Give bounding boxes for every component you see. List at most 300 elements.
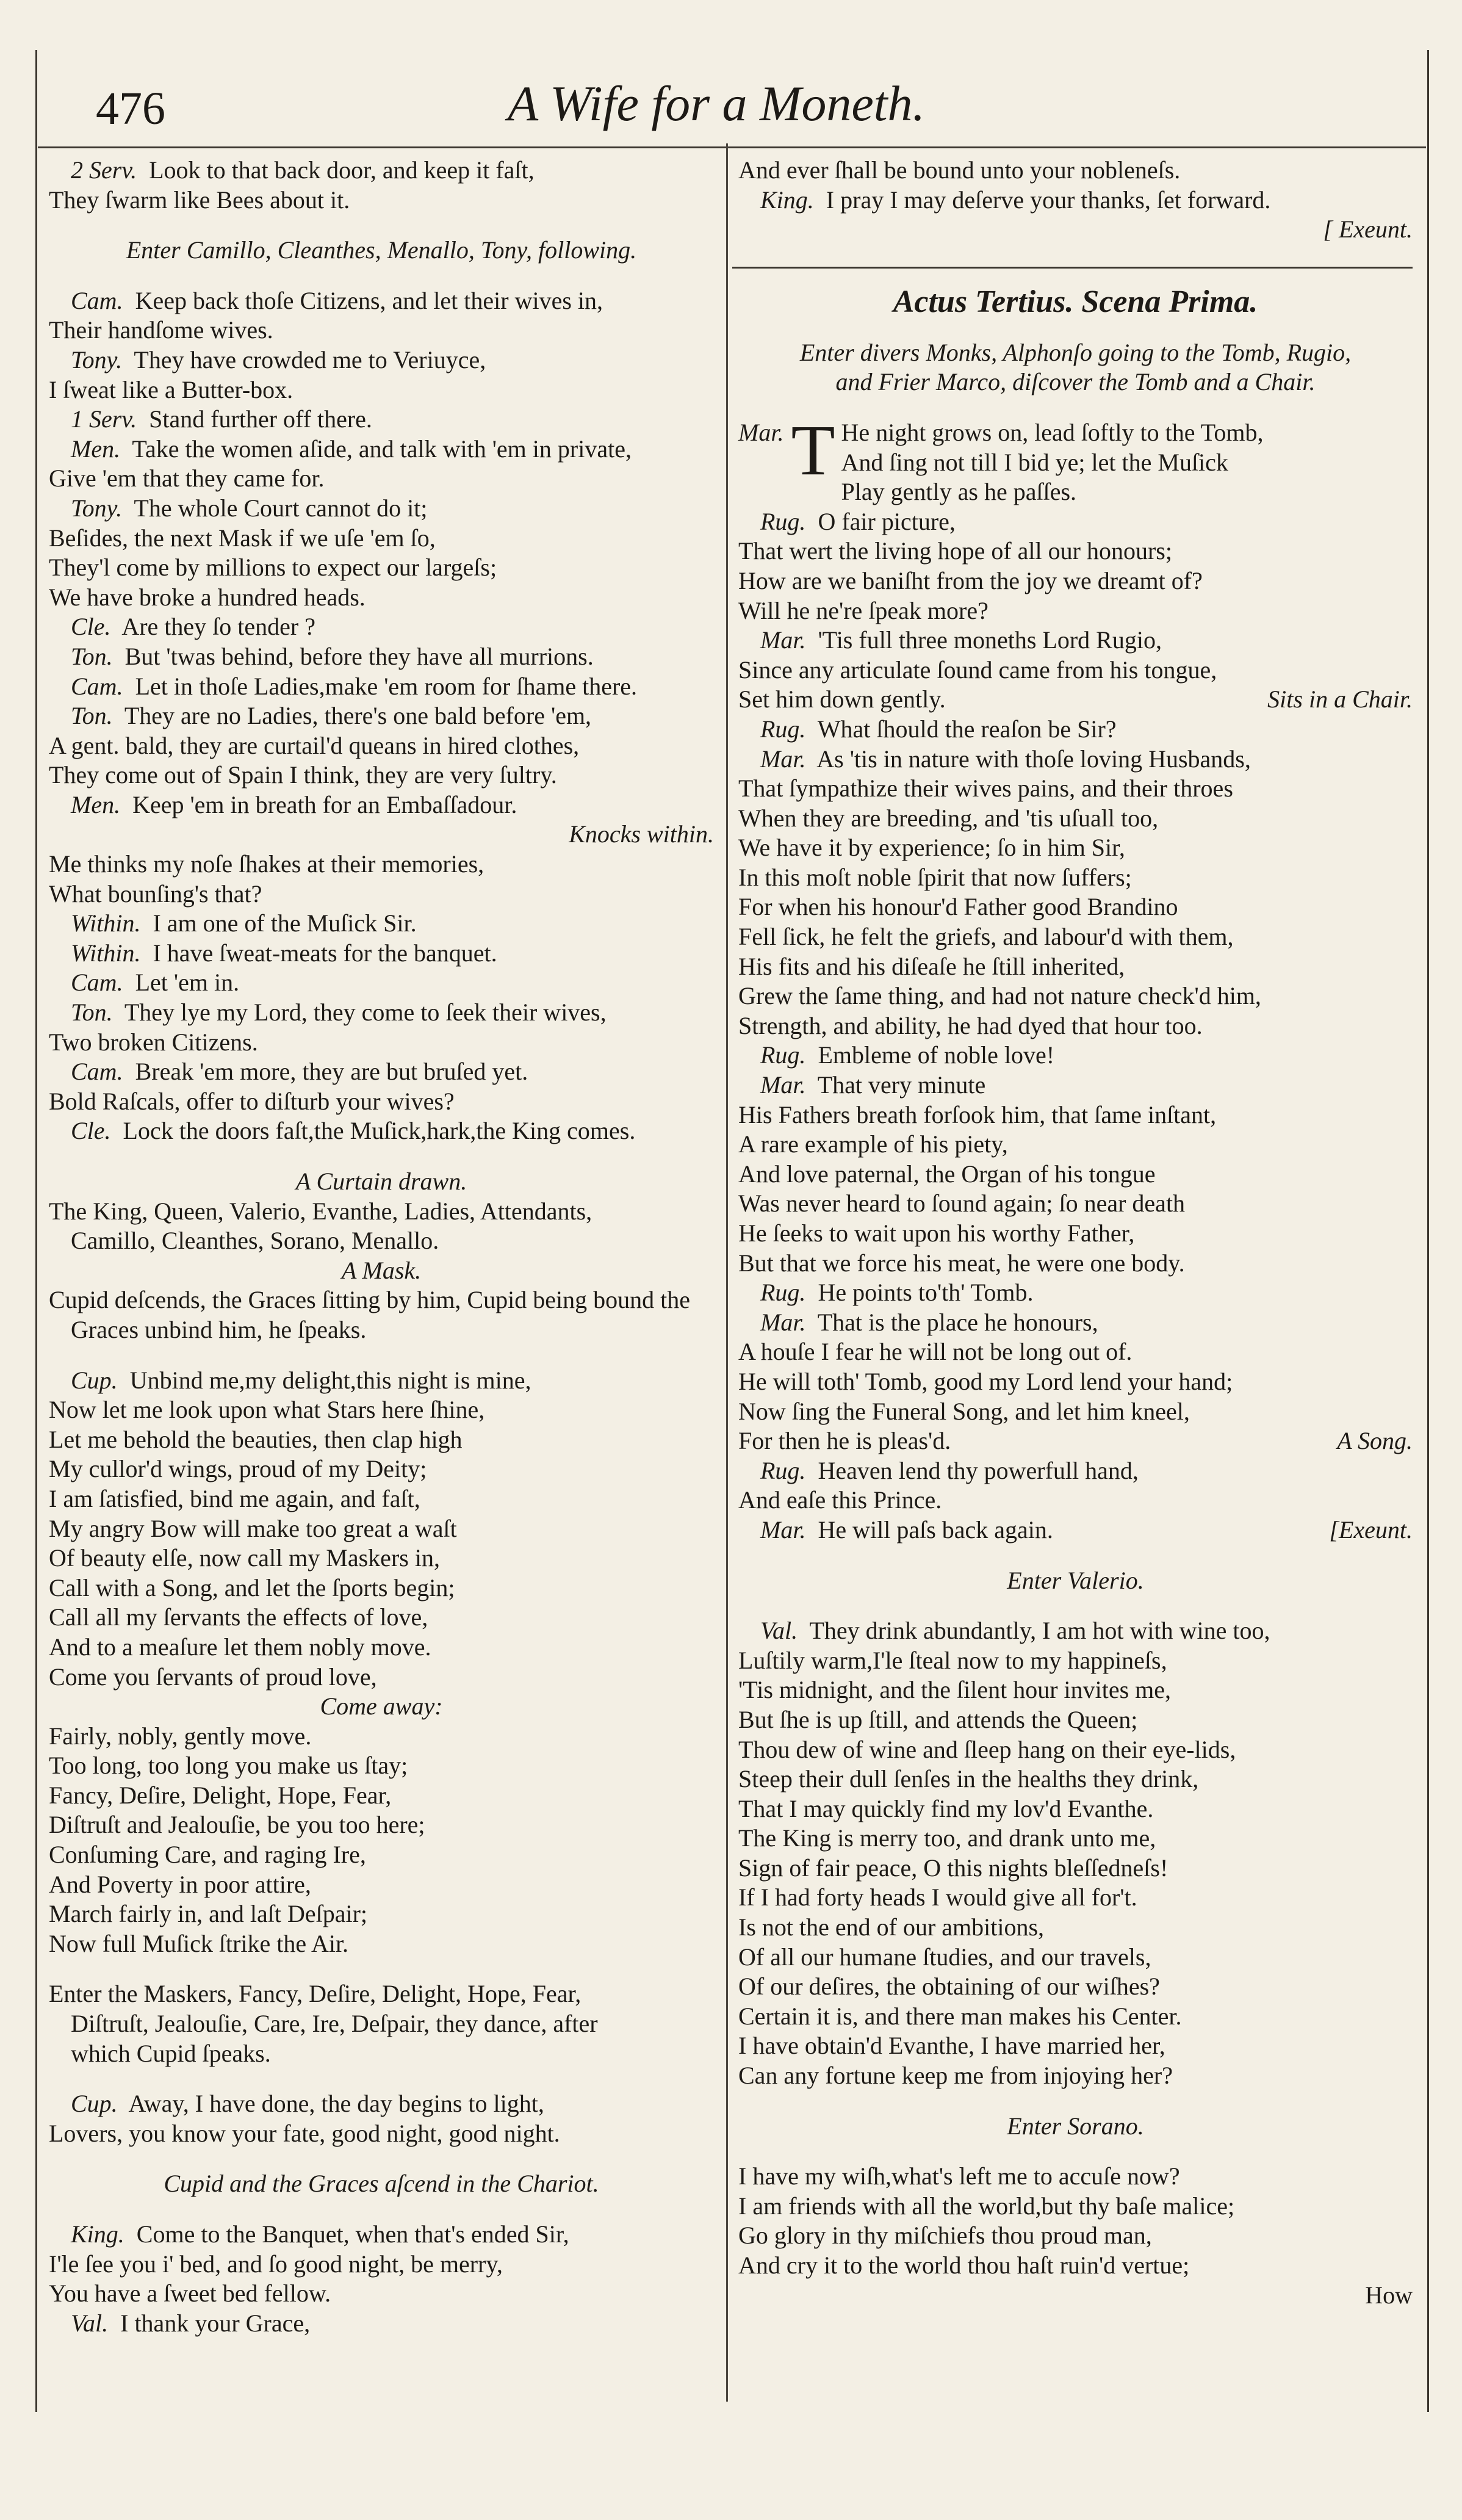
text-line <box>738 1764 1413 1794</box>
speaker-name: Mar. <box>760 1515 806 1543</box>
text-line <box>738 685 1413 715</box>
text-line <box>49 879 714 909</box>
line-text: O fair picture, <box>818 507 956 535</box>
line-text: Strength, and ability, he had dyed that hour too. <box>738 1011 1203 1039</box>
stage-direction <box>49 2169 714 2199</box>
speaker-name: Rug. <box>760 715 806 743</box>
text-line <box>738 1824 1413 1854</box>
text-line <box>738 1794 1413 1824</box>
line-text: Keep 'em in breath for an Embaſſadour. <box>132 790 517 818</box>
text-line <box>738 536 1413 566</box>
line-text: But 'twas behind, before they have all murrions. <box>124 642 594 670</box>
speaker-name: Cle. <box>71 613 111 641</box>
text-line <box>738 2061 1413 2091</box>
text-line <box>738 2221 1413 2251</box>
text-line <box>49 1425 714 1455</box>
stage-direction <box>49 1256 714 1286</box>
text-line <box>49 760 714 790</box>
line-text: Let me behold the beauties, then clap high <box>49 1425 463 1453</box>
text-line <box>49 1366 714 1396</box>
line-text: In this moſt noble ſpirit that now ſuffers; <box>738 863 1132 891</box>
line-text: A gent. bald, they are curtail'd queans in hired clothes, <box>49 731 580 759</box>
line-text: I am one of the Muſick Sir. <box>153 909 417 937</box>
line-text: He night grows on, lead ſoftly to the Tomb, <box>841 418 1264 446</box>
text-line <box>738 1100 1413 1130</box>
line-text: Grew the ſame thing, and had not nature check'd him, <box>738 982 1261 1010</box>
speaker-name: Tony. <box>71 345 123 374</box>
line-text: We have broke a hundred heads. <box>49 583 366 611</box>
line-text: I have ſweat-meats for the banquet. <box>153 939 497 967</box>
text-line <box>738 448 1413 478</box>
line-text: And cry it to the world thou haſt ruin'd vertue; <box>738 2251 1190 2279</box>
line-text: which Cupid ſpeaks. <box>71 2039 271 2067</box>
text-line <box>49 316 714 345</box>
speaker-name: Mar. <box>760 626 806 654</box>
text-line <box>738 1515 1413 1545</box>
catchword: How <box>1365 2281 1413 2309</box>
text-line <box>49 1663 714 1692</box>
line-gap <box>738 1545 1413 1566</box>
text-line <box>49 2089 714 2119</box>
text-line <box>738 1070 1413 1100</box>
text-line <box>49 1484 714 1514</box>
line-gap <box>49 2148 714 2169</box>
speaker-name: Mar. <box>760 745 806 773</box>
stage-direction <box>738 367 1413 397</box>
speaker-name: Val. <box>760 1617 798 1645</box>
text-line <box>49 1543 714 1573</box>
text-line <box>49 1395 714 1425</box>
text-line <box>738 1011 1413 1041</box>
text-line <box>738 833 1413 863</box>
text-line <box>49 701 714 731</box>
text-line <box>738 1249 1413 1279</box>
line-text: A Curtain drawn. <box>295 1168 467 1195</box>
line-gap <box>49 265 714 286</box>
text-line <box>49 2220 714 2250</box>
line-text: I'le ſee you i' bed, and ſo good night, be merry, <box>49 2250 503 2278</box>
speaker-name: Ton. <box>71 702 113 730</box>
text-line <box>738 507 1413 537</box>
line-text: Enter Valerio. <box>1007 1566 1144 1594</box>
text-line <box>738 1130 1413 1160</box>
line-text: Come you ſervants of proud love, <box>49 1663 377 1691</box>
line-text: And love paternal, the Organ of his tongue <box>738 1160 1156 1188</box>
text-line <box>738 1486 1413 1515</box>
line-text: He will paſs back again. <box>818 1515 1053 1543</box>
line-text: Knocks within. <box>569 820 714 848</box>
left-column <box>49 156 714 2338</box>
line-text: Beſides, the next Mask if we uſe 'em ſo, <box>49 524 436 552</box>
text-line <box>49 1929 714 1959</box>
text-line <box>49 1285 714 1315</box>
line-gap <box>738 2091 1413 2112</box>
text-line <box>49 1514 714 1544</box>
speaker-name: Within. <box>71 909 141 937</box>
text-line <box>49 2250 714 2280</box>
speaker-name: Cam. <box>71 672 123 700</box>
column-divider <box>726 143 728 2402</box>
line-text: Can any fortune keep me from injoying her? <box>738 2062 1173 2090</box>
line-text: Let 'em in. <box>135 969 240 997</box>
text-line <box>738 2251 1413 2281</box>
text-line <box>49 909 714 939</box>
text-line <box>738 626 1413 655</box>
text-line <box>738 1397 1413 1427</box>
text-line <box>49 2039 714 2069</box>
stage-direction <box>738 215 1413 245</box>
text-line <box>49 345 714 375</box>
speaker-name: Cup. <box>71 1366 118 1394</box>
line-text: Break 'em more, they are but bruſed yet. <box>135 1058 528 1086</box>
line-text: They have crowded me to Veriuyce, <box>134 345 486 374</box>
speaker-name: Rug. <box>760 1456 806 1484</box>
line-text: A houſe I fear he will not be long out of. <box>738 1338 1133 1366</box>
text-line <box>738 1337 1413 1367</box>
speaker-name: Cam. <box>71 969 123 997</box>
line-text: I ſweat like a Butter-box. <box>49 375 293 403</box>
speaker-name: Mar. <box>760 1308 806 1336</box>
text-line <box>738 1705 1413 1735</box>
line-text: Fancy, Deſire, Delight, Hope, Fear, <box>49 1781 392 1809</box>
line-text: Fairly, nobly, gently move. <box>49 1722 312 1750</box>
line-text: A Mask. <box>341 1256 422 1284</box>
line-text: I am friends with all the world,but thy baſe malice; <box>738 2192 1235 2220</box>
line-text: His Fathers breath forſook him, that ſame inſtant, <box>738 1100 1217 1128</box>
line-text: If I had forty heads I would give all for't. <box>738 1883 1137 1912</box>
line-text: He will toth' Tomb, good my Lord lend your hand; <box>738 1367 1233 1395</box>
line-text: March fairly in, and laſt Deſpair; <box>49 1900 368 1928</box>
text-line <box>738 186 1413 215</box>
line-text: When they are breeding, and 'tis uſuall too, <box>738 804 1159 832</box>
line-text: What ſhould the reaſon be Sir? <box>817 715 1117 743</box>
text-line <box>49 1603 714 1633</box>
text-line <box>738 1426 1413 1456</box>
speaker-name: Rug. <box>760 1279 806 1307</box>
line-text: Enter Camillo, Cleanthes, Menallo, Tony, following. <box>126 236 637 264</box>
text-line <box>738 2192 1413 2222</box>
speaker-name: Mar. <box>738 418 784 446</box>
line-text: Call with a Song, and let the ſports begin; <box>49 1573 455 1601</box>
line-text: My angry Bow will make too great a waſt <box>49 1514 457 1542</box>
text-line <box>49 375 714 405</box>
text-line <box>738 745 1413 774</box>
text-line <box>738 2002 1413 2032</box>
text-line <box>49 642 714 672</box>
line-text: And ſing not till I bid ye; let the Muſick <box>841 448 1228 476</box>
line-text: Are they ſo tender ? <box>121 613 315 641</box>
line-text: Me thinks my noſe ſhakes at their memories, <box>49 850 484 878</box>
text-line <box>738 892 1413 922</box>
line-text: Thou dew of wine and ſleep hang on their eye-lids, <box>738 1735 1236 1763</box>
line-text: Steep their dull ſenſes in the healths they drink, <box>738 1765 1199 1793</box>
text-line <box>49 1810 714 1840</box>
stage-direction <box>49 1167 714 1197</box>
line-text: Set him down gently. <box>738 685 946 713</box>
text-line <box>49 1870 714 1900</box>
line-text: Enter the Maskers, Fancy, Deſire, Delight, Hope, Fear, <box>49 1980 582 2008</box>
text-line <box>49 2119 714 2149</box>
speaker-name: Men. <box>71 435 121 463</box>
line-text: Go glory in thy miſchiefs thou proud man, <box>738 2222 1152 2250</box>
text-line <box>738 1883 1413 1913</box>
line-text: Of beauty elſe, now call my Maskers in, <box>49 1544 440 1572</box>
speaker-name: Men. <box>71 790 121 818</box>
stage-direction <box>738 2112 1413 2142</box>
text-line <box>49 850 714 879</box>
text-line <box>49 1116 714 1146</box>
drop-cap: T <box>791 410 835 490</box>
line-text: Their handſome wives. <box>49 316 273 344</box>
text-line <box>738 1456 1413 1486</box>
line-text: But that we force his meat, he were one body. <box>738 1249 1185 1277</box>
line-text: Unbind me,my delight,this night is mine, <box>129 1366 531 1394</box>
speaker-name: Cle. <box>71 1117 111 1145</box>
text-line <box>49 731 714 761</box>
speaker-name: King. <box>760 186 814 214</box>
line-text: Enter Sorano. <box>1007 2112 1144 2140</box>
stage-direction <box>738 1566 1413 1596</box>
text-line <box>738 804 1413 834</box>
line-text: 'Tis midnight, and the ſilent hour invites me, <box>738 1676 1172 1704</box>
line-text: As 'tis in nature with thoſe loving Husbands, <box>816 745 1251 773</box>
page-header <box>38 58 1426 150</box>
right-column-body <box>738 338 1413 2281</box>
line-text: His fits and his diſeaſe he ſtill inherited, <box>738 952 1125 980</box>
line-text: Look to that back door, and keep it faſt, <box>149 156 535 184</box>
line-gap <box>49 1146 714 1167</box>
line-text: Keep back thoſe Citizens, and let their wives in, <box>135 286 603 314</box>
text-line <box>49 156 714 186</box>
stage-direction: Sits in a Chair. <box>1267 685 1413 713</box>
line-gap <box>738 2141 1413 2162</box>
line-text: Since any articulate ſound came from his tongue, <box>738 655 1217 684</box>
line-text: I pray I may deſerve your thanks, ſet forward. <box>826 186 1271 214</box>
line-text: Diſtruſt, Jealouſie, Care, Ire, Deſpair, they dance, after <box>71 2010 598 2038</box>
line-text: Give 'em that they came for. <box>49 464 325 493</box>
line-text: Of our deſires, the obtaining of our wiſhes? <box>738 1973 1160 2001</box>
line-text: Is not the end of our ambitions, <box>738 1913 1045 1941</box>
text-line <box>738 596 1413 626</box>
line-gap <box>49 2068 714 2089</box>
line-text: I have obtain'd Evanthe, I have married her, <box>738 2032 1165 2060</box>
text-line <box>738 1041 1413 1070</box>
text-line <box>49 2309 714 2339</box>
text-line <box>49 405 714 435</box>
text-line <box>49 998 714 1028</box>
line-gap <box>49 1959 714 1979</box>
act-heading: Actus Tertius. Scena Prima. <box>893 284 1258 319</box>
line-text: And Poverty in poor attire, <box>49 1870 311 1898</box>
text-line <box>49 2279 714 2309</box>
text-line <box>738 156 1413 186</box>
line-text: Too long, too long you make us ſtay; <box>49 1752 408 1780</box>
right-column-top <box>738 156 1413 245</box>
line-text: I thank your Grace, <box>120 2309 311 2337</box>
line-text: Of all our humane ſtudies, and our travels, <box>738 1943 1151 1971</box>
line-text: Call all my ſervants the effects of love, <box>49 1603 428 1631</box>
text-line <box>738 1278 1413 1308</box>
text-line <box>49 435 714 464</box>
speaker-name: Rug. <box>760 507 806 535</box>
text-line <box>738 1616 1413 1646</box>
line-text: Now ſing the Funeral Song, and let him kneel, <box>738 1397 1190 1425</box>
text-line <box>738 1972 1413 2002</box>
text-line <box>49 790 714 820</box>
text-line <box>49 583 714 613</box>
text-line <box>738 1367 1413 1397</box>
text-line <box>49 1979 714 2009</box>
text-line <box>49 553 714 583</box>
line-text: They drink abundantly, I am hot with wine too, <box>809 1617 1270 1645</box>
line-text: Now full Muſick ſtrike the Air. <box>49 1929 349 1957</box>
stage-direction: [Exeunt. <box>1329 1515 1413 1543</box>
speaker-name: King. <box>71 2220 124 2248</box>
stage-direction: A Song. <box>1337 1427 1413 1455</box>
text-line <box>49 968 714 998</box>
text-line <box>49 1057 714 1087</box>
text-line <box>49 1840 714 1870</box>
text-line <box>738 1943 1413 1973</box>
text-line <box>49 464 714 494</box>
text-line <box>738 477 1413 507</box>
line-text: Cupid deſcends, the Graces ſitting by him, Cupid being bound the <box>49 1286 690 1314</box>
line-text: What bounſing's that? <box>49 879 262 908</box>
line-text: and Frier Marco, diſcover the Tomb and a Chair. <box>835 368 1316 396</box>
line-text: Let in thoſe Ladies,make 'em room for ſhame there. <box>135 672 638 700</box>
line-text: Bold Raſcals, offer to diſturb your wives? <box>49 1087 455 1115</box>
text-line <box>49 672 714 702</box>
text-line <box>49 186 714 215</box>
text-line <box>49 1226 714 1256</box>
stage-direction <box>49 1692 714 1722</box>
line-text: That very minute <box>817 1071 986 1099</box>
line-text: Diſtruſt and Jealouſie, be you too here; <box>49 1811 425 1839</box>
text-line <box>738 1189 1413 1219</box>
line-text: He points to'th' Tomb. <box>818 1279 1034 1307</box>
line-text: Enter divers Monks, Alphonſo going to the Tomb, Rugio, <box>799 338 1352 366</box>
text-line <box>738 2162 1413 2192</box>
text-line <box>49 612 714 642</box>
line-gap <box>738 1595 1413 1616</box>
text-line <box>49 1315 714 1345</box>
line-text: I am ſatisfied, bind me again, and faſt, <box>49 1484 420 1512</box>
line-text: They'l come by millions to expect our largeſs; <box>49 554 497 582</box>
text-line <box>738 774 1413 804</box>
line-text: Lock the doors faſt,the Muſick,hark,the King comes. <box>123 1117 636 1145</box>
header-rule <box>38 146 1426 148</box>
line-text: And ever ſhall be bound unto your nobleneſs. <box>738 156 1181 184</box>
text-line <box>738 1854 1413 1883</box>
line-gap <box>738 397 1413 418</box>
running-title: A Wife for a Moneth. <box>508 76 926 131</box>
text-line <box>738 566 1413 596</box>
text-line <box>49 1899 714 1929</box>
line-text: For when his honour'd Father good Brandino <box>738 893 1178 921</box>
stage-direction <box>49 820 714 850</box>
line-gap <box>49 2199 714 2220</box>
text-line <box>738 1675 1413 1705</box>
speaker-name: Tony. <box>71 494 123 522</box>
text-line <box>49 1454 714 1484</box>
text-line <box>49 1028 714 1058</box>
text-line <box>738 715 1413 745</box>
line-text: Play gently as he paſſes. <box>841 478 1077 506</box>
line-text: 'Tis full three moneths Lord Rugio, <box>818 626 1162 654</box>
line-text: Heaven lend thy powerfull hand, <box>818 1456 1139 1484</box>
page-number: 476 <box>96 83 165 134</box>
text-line <box>49 1087 714 1117</box>
line-text: That I may quickly find my lov'd Evanthe. <box>738 1794 1154 1822</box>
text-line <box>738 1735 1413 1765</box>
line-text: They are no Ladies, there's one bald before 'em, <box>124 702 592 730</box>
act-rule <box>732 267 1413 269</box>
line-text: Stand further off there. <box>149 405 372 433</box>
line-gap <box>49 1345 714 1366</box>
speaker-name: Cup. <box>71 2090 118 2118</box>
speaker-name: 1 Serv. <box>71 405 137 433</box>
speaker-name: Cam. <box>71 1058 123 1086</box>
text-line <box>49 1722 714 1752</box>
text-line <box>738 981 1413 1011</box>
speaker-name: Ton. <box>71 998 113 1027</box>
speaker-name: Mar. <box>760 1071 806 1099</box>
line-text: Come to the Banquet, when that's ended Sir, <box>136 2220 569 2248</box>
speaker-name: Rug. <box>760 1041 806 1069</box>
line-text: The whole Court cannot do it; <box>134 494 428 522</box>
line-text: Away, I have done, the day begins to light, <box>128 2090 544 2118</box>
speaker-name: Ton. <box>71 642 113 670</box>
line-text: And to a meaſure let them nobly move. <box>49 1633 431 1661</box>
text-line <box>49 1197 714 1227</box>
text-line <box>49 286 714 316</box>
line-text: That wert the living hope of all our honours; <box>738 537 1172 565</box>
line-text: We have it by experience; ſo in him Sir, <box>738 834 1125 862</box>
line-text: How are we baniſht from the joy we dreamt of? <box>738 566 1203 594</box>
line-text: I have my wiſh,what's left me to accuſe now? <box>738 2162 1180 2190</box>
line-text: Will he ne're ſpeak more? <box>738 596 988 624</box>
text-line <box>738 655 1413 685</box>
speaker-name: Cam. <box>71 286 123 314</box>
line-text: Take the women aſide, and talk with 'em in private, <box>132 435 632 463</box>
line-text: Conſuming Care, and raging Ire, <box>49 1841 366 1869</box>
text-line <box>738 1219 1413 1249</box>
line-text: Lovers, you know your fate, good night, good night. <box>49 2119 560 2147</box>
line-text: Fell ſick, he felt the griefs, and labour'd with them, <box>738 923 1234 951</box>
text-line <box>738 1913 1413 1943</box>
line-text: My cullor'd wings, proud of my Deity; <box>49 1455 427 1483</box>
line-text: Was never heard to ſound again; ſo near death <box>738 1190 1186 1218</box>
line-text: They lye my Lord, they come to ſeek their wives, <box>124 998 607 1027</box>
line-text: And eaſe this Prince. <box>738 1486 942 1514</box>
line-text: They ſwarm like Bees about it. <box>49 186 350 214</box>
text-line <box>738 952 1413 982</box>
speaker-name: Within. <box>71 939 141 967</box>
line-text: The King is merry too, and drank unto me, <box>738 1824 1156 1852</box>
line-text: Camillo, Cleanthes, Sorano, Menallo. <box>71 1227 439 1255</box>
line-text: Cupid and the Graces aſcend in the Chariot. <box>164 2170 599 2198</box>
line-text: Come away: <box>320 1692 443 1720</box>
text-line <box>738 922 1413 952</box>
line-text: He ſeeks to wait upon his worthy Father, <box>738 1219 1135 1247</box>
line-text: You have a ſweet bed fellow. <box>49 2280 331 2308</box>
line-text: [ Exeunt. <box>1323 215 1413 244</box>
line-text: For then he is pleas'd. <box>738 1427 951 1455</box>
text-line <box>738 863 1413 893</box>
line-text: That ſympathize their wives pains, and their throes <box>738 774 1233 803</box>
text-line <box>738 1646 1413 1676</box>
text-line <box>49 2009 714 2039</box>
